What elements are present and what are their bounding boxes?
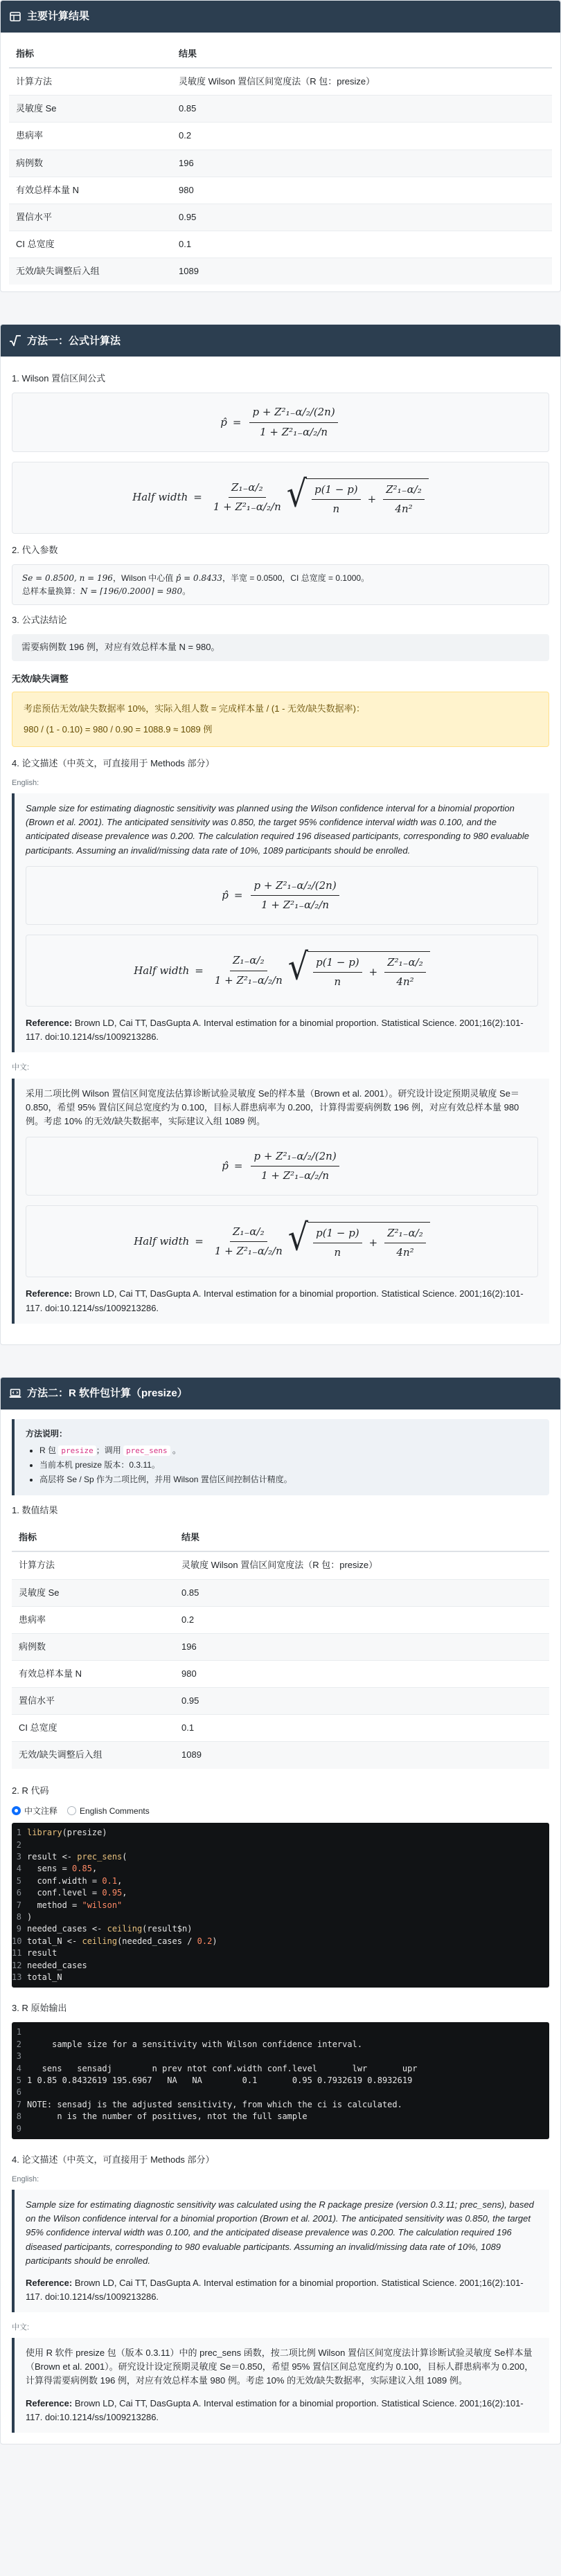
results-card-title: 主要计算结果 [27,10,90,23]
col-result: 结果 [172,41,552,68]
r-output-line-text [27,2026,549,2038]
method1-step4-title: 4. 论文描述（中英文，可直接用于 Methods 部分） [12,757,215,768]
info-title: 方法说明： [26,1428,68,1439]
english-paper-text: Sample size for estimating diagnostic sensitivity was calculated using the R package presize (version 0.3.11; prec_sens), based on the Wilson confidence interval for a binomial proportion (Brown et al. 2001). The anticipated sensitivity was 0.850, the target 95% confidence interval width was 0.100, and the anticipated disease prevalence was 0.200. The calculation required 196 diseased participants, corresponding to 980 evaluable participants. Assuming an invalid/missing data rate of 10%, 1089 participants should be enrolled. [26,2199,534,2266]
r-output-line [12,2051,549,2062]
r-code-line-text: conf.width = 0.1, [27,1875,123,1886]
table-row [9,96,552,123]
list-item: • 当前本机 presize 版本：0.3.11。 [39,1459,538,1472]
half-width-label: Half width [132,491,188,504]
metric-cell: CI 总宽度 [9,231,172,258]
list-item: • 高层将 Se / Sp 作为二项比例，并用 Wilson 置信区间控制估计精度。 [39,1473,538,1486]
method2-step2-title: 2. R 代码 [12,1785,49,1796]
line-number: 12 [12,1960,22,1970]
radio-english-comments[interactable]: English Comments [67,1805,150,1818]
reference: Reference: Brown LD, Cai TT, DasGupta A. Interval estimation for a binomial proportion. Statistical Science. 2001;16(2):101-117. doi:10.1214/ss/1009213286. [26,2397,524,2422]
english-label: English: [12,2175,39,2184]
r-code-line-text: total_N [27,1972,62,1982]
metric-cell: 患病率 [9,123,172,150]
line-number: 7 [16,2099,21,2109]
r-output-line-text: NOTE: sensadj is the adjusted sensitivity, from which the ci is calculated. [27,2099,402,2109]
table-icon [9,10,21,23]
result-cell: 1089 [172,258,552,285]
result-cell: 0.2 [172,123,552,150]
r-output-line [12,2026,549,2038]
method1-step3-title: 3. 公式法结论 [12,615,67,626]
r-output-line-text [27,2051,549,2062]
center-fraction [249,404,337,440]
method2-card [0,1377,561,2444]
radio-dot[interactable] [67,1806,76,1815]
line-number: 8 [16,1911,21,1922]
results-card [0,0,561,292]
metric-cell: 有效总样本量 N [9,177,172,204]
r-code-line-text: sens = 0.85, [27,1864,98,1874]
line-number: 6 [16,2087,21,2098]
line-number: 10 [12,1936,22,1946]
method-info-box [12,1419,549,1495]
result-cell: 980 [172,177,552,204]
line-number: 4 [16,2063,21,2073]
r-output-line [12,2075,549,2087]
r-code-line [12,1863,549,1875]
line-number: 7 [16,1900,21,1910]
params-total-label: 总样本量换算： [22,586,81,596]
line-number: 4 [16,1864,21,1874]
table-row [9,150,552,177]
metric-cell: 无效/缺失调整后入组 [9,258,172,285]
table-row: 无效/缺失调整后入组 1089 [12,1742,549,1769]
r-code-line [12,1851,549,1863]
r-code-line-text: conf.level = 0.95, [27,1888,127,1898]
metric-cell: 灵敏度 Se [9,96,172,123]
english-paper-box [12,2190,549,2312]
z-numerator: Z²₁₋α/₂ [383,482,425,500]
r-output-line-text: sens sensadj n prev ntot conf.width conf.level lwr upr [27,2063,418,2073]
r-code-line-text: result [27,1948,57,1958]
table-row [9,123,552,150]
half-width-formula: Half width = $\frac{\text{Z₁₋α/₂}}{\text{1 + Z²₁₋α/₂/n}}$ √ $\frac{p(1 - p)}{n}$ + $\frac{\text{Z²₁₋α/₂}}{\text{4n²}}$ [26,1205,538,1277]
r-code-line [12,1960,549,1972]
metric-cell: 计算方法 [9,68,172,96]
radio-chinese-comments[interactable]: 中文注释 [12,1805,57,1818]
chinese-paper-box [12,1079,549,1324]
r-output-line-text: 1 0.85 0.8432619 195.6967 NA NA 0.1 0.95 0.7932619 0.8932619 [27,2075,413,2086]
method2-step3-title: 3. R 原始输出 [12,2003,67,2014]
var-fraction [312,482,361,518]
line-number: 2 [16,2039,21,2049]
p-hat-symbol: p̂ [220,415,227,429]
r-code-line-text [27,1839,549,1851]
comment-language-toggle [12,1805,549,1818]
r-code-line-text: library(presize) [27,1828,107,1838]
function-code: prec_sens [123,1445,170,1456]
line-number: 5 [16,1875,21,1886]
r-output-line-text: sample size for a sensitivity with Wilson confidence interval. [27,2039,363,2049]
params-center-value: p̂ = 0.8433 [175,573,222,584]
radical-sign: √ [287,945,309,989]
method1-card [0,324,561,1344]
list-item: • R 包 presize ；调用 prec_sens 。 [39,1444,538,1457]
line-number: 11 [12,1948,22,1958]
line-number: 9 [16,1924,21,1934]
r-code-line-text: ) [27,1911,33,1922]
r-output-line-text: n is the number of positives, ntot the full sample [27,2111,308,2122]
r-code-line [12,1900,549,1911]
r-code-line [12,1875,549,1887]
r-code-line [12,1887,549,1899]
chinese-paper-text: 采用二项比例 Wilson 置信区间宽度法估算诊断试验灵敏度 Se的样本量（Brown et al. 2001）。研究设计设定预期灵敏度 Se＝0.850，希望 95% 置信区间总宽度约为 0.100，目标人群患病率为 0.200，计算得需要病例数 196 例，对应有效总样本量 980 例。考虑 10% 的无效/缺失数据率，实际建议入组 1089 例。 [26,1088,519,1126]
z-denominator: 4n² [395,502,413,515]
plus-sign: + [367,492,377,505]
r-code-line-text: method = "wilson" [27,1900,123,1910]
r-code-line-text: needed_cases <- ceiling(result$n) [27,1924,193,1934]
r-output-line [12,2099,549,2111]
r-code-line [12,1827,549,1839]
half-width-formula [12,462,549,534]
line-number: 5 [16,2075,21,2086]
table-row [9,68,552,96]
method2-step4-title: 4. 论文描述（中英文，可直接用于 Methods 部分） [12,2154,215,2165]
params-halfwidth: ，半宽 = 0.0500，CI 总宽度 = 0.1000。 [222,573,370,584]
method2-card-title: 方法二：R 软件包计算（presize） [27,1387,188,1400]
r-code-line [12,1972,549,1983]
wilson-center-formula: p̂ = $\frac{\text{p + Z²₁₋α/₂/(2n)}}{\text{1 + Z²₁₋α/₂/n}}$ [26,866,538,926]
result-cell: 196 [172,150,552,177]
r-output-line [12,2039,549,2051]
radio-dot-selected[interactable] [12,1806,21,1815]
reference: Reference: Brown LD, Cai TT, DasGupta A. Interval estimation for a binomial proportion. Statistical Science. 2001;16(2):101-117. doi:10.1214/ss/1009213286. [26,2277,524,2302]
center-denominator: 1 + Z²₁₋α/₂/n [260,425,328,438]
line-number: 1 [16,2027,21,2037]
r-output-line [12,2087,549,2098]
r-code-line-text: total_N <- ceiling(needed_cases / 0.2) [27,1936,217,1946]
r-output-line-text [27,2123,549,2135]
result-cell: 0.1 [172,231,552,258]
r-code-line [12,1923,549,1935]
r-code-line [12,1947,549,1959]
params-center-label: ，Wilson 中心值 [112,573,176,584]
metric-cell: 病例数 [9,150,172,177]
table-row: 有效总样本量 N 980 [12,1660,549,1687]
english-paper-text: Sample size for estimating diagnostic sensitivity was planned using the Wilson confidence interval for a binomial proportion (Brown et al. 2001). The anticipated sensitivity was 0.850, the target 95% confidence interval width was 0.100, and the anticipated disease prevalence was 0.200. The calculation required 196 diseased participants, corresponding to 980 evaluable participants. Assuming an invalid/missing data rate of 10%, 1089 participants should be enrolled. [26,803,530,856]
hw-fraction [211,480,284,516]
r-output-line-text [27,2087,549,2098]
r-output-block [12,2022,549,2139]
method1-step2-title: 2. 代入参数 [12,544,58,555]
radical-sign: √ [287,1216,309,1259]
params-se-n: Se = 0.8500, n = 196 [22,573,113,584]
hw-numerator: Z₁₋α/₂ [229,480,266,498]
result-cell: 0.85 [172,96,552,123]
table-row: 计算方法 灵敏度 Wilson 置信区间宽度法（R 包：presize） [12,1551,549,1579]
r-code-line [12,1839,549,1851]
wilson-center-formula [12,393,549,452]
conclusion-box: 需要病例数 196 例，对应有效总样本量 N = 980。 [12,634,549,660]
english-paper-box [12,793,549,1052]
r-output-line [12,2111,549,2123]
line-number: 3 [16,2051,21,2062]
adjust-text: 考虑预估无效/缺失数据率 10%，实际入组人数 = 完成样本量 / (1 - 无效/缺失数据率)： [24,703,365,714]
method1-card-header [1,325,560,357]
results-table [9,41,552,285]
r-output-line [12,2123,549,2135]
reference: Reference: Brown LD, Cai TT, DasGupta A. Interval estimation for a binomial proportion. Statistical Science. 2001;16(2):101-117. doi:10.1214/ss/1009213286. [26,1018,524,1043]
r-results-table [12,1524,549,1768]
method1-step1-title: 1. Wilson 置信区间公式 [12,373,106,384]
col-result: 结果 [175,1524,549,1551]
table-row: 置信水平 0.95 [12,1688,549,1715]
table-row [9,231,552,258]
params-box: Se = 0.8500, n = 196，Wilson 中心值 p̂ = 0.8433，半宽 = 0.0500，CI 总宽度 = 0.1000。 总样本量换算：N = ⌈196/0.2000⌉ = 980。 [12,564,549,605]
line-number: 2 [16,1839,21,1850]
metric-cell: 置信水平 [9,204,172,231]
equals-sign: = [193,491,202,504]
r-code-line-text: result <- prec_sens( [27,1852,127,1862]
method2-card-header [1,1378,560,1409]
var-numerator: p(1 − p) [312,482,361,500]
laptop-code-icon [9,1387,21,1400]
chinese-paper-text: 使用 R 软件 presize 包（版本 0.3.11）中的 prec_sens 函数，按二项比例 Wilson 置信区间宽度法计算诊断试验灵敏度 Se样本量（Brown et al. 2001）。研究设计设定预期灵敏度 Se＝0.850，希望 95% 置信区间总宽度约为 0.100，目标人群患病率为 0.200，计算得需要病例数 196 例，对应有效总样本量 980 例。考虑 10% 的无效/缺失数据率，实际建议入组 1089 例。 [26,2348,534,2386]
method2-step1-title: 1. 数值结果 [12,1505,58,1516]
var-denominator: n [332,502,340,515]
line-number: 8 [16,2111,21,2122]
equals-sign: = [232,415,242,429]
result-cell: 灵敏度 Wilson 置信区间宽度法（R 包：presize） [172,68,552,96]
table-row: 患病率 0.2 [12,1606,549,1633]
line-number: 1 [16,1828,21,1838]
center-numerator: p + Z²₁₋α/₂/(2n) [249,404,337,422]
table-row [9,204,552,231]
radical-sign: √ [286,471,308,515]
package-code: presize [58,1445,96,1456]
english-label: English: [12,779,39,788]
hw-denominator: 1 + Z²₁₋α/₂/n [213,501,281,514]
method1-card-title: 方法一：公式计算法 [27,334,121,347]
line-number: 9 [16,2123,21,2134]
col-metric: 指标 [12,1524,175,1551]
r-code-line [12,1936,549,1947]
half-width-formula: Half width = $\frac{\text{Z₁₋α/₂}}{\text{1 + Z²₁₋α/₂/n}}$ √ $\frac{p(1 - p)}{n}$ + $\frac{\text{Z²₁₋α/₂}}{\text{4n²}}$ [26,935,538,1007]
adjust-title: 无效/缺失调整 [12,673,69,684]
line-number: 3 [16,1852,21,1862]
results-card-header [1,1,560,33]
r-code-block [12,1823,549,1988]
r-output-line [12,2063,549,2075]
table-row [9,258,552,285]
chinese-label: 中文: [12,2323,30,2332]
params-total-formula: N = ⌈196/0.2000⌉ = 980 [80,586,183,596]
result-cell: 0.95 [172,204,552,231]
reference: Reference: Brown LD, Cai TT, DasGupta A. Interval estimation for a binomial proportion. Statistical Science. 2001;16(2):101-117. doi:10.1214/ss/1009213286. [26,1288,524,1313]
adjust-warning-box [12,692,549,747]
sqrt-icon [9,334,21,347]
chinese-label: 中文: [12,1063,30,1072]
adjust-calc: 980 / (1 - 0.10) = 980 / 0.90 = 1088.9 ≈ 1089 例 [24,723,213,735]
table-row: 病例数 196 [12,1633,549,1660]
r-code-line [12,1911,549,1923]
wilson-center-formula: p̂ = $\frac{\text{p + Z²₁₋α/₂/(2n)}}{\text{1 + Z²₁₋α/₂/n}}$ [26,1137,538,1196]
r-code-line-text: needed_cases [27,1960,87,1970]
chinese-paper-box [12,2338,549,2433]
table-row: CI 总宽度 0.1 [12,1715,549,1742]
info-list [26,1444,538,1486]
col-metric: 指标 [9,41,172,68]
line-number: 6 [16,1888,21,1898]
line-number: 13 [12,1972,22,1982]
sqrt-term [286,471,429,518]
table-row [9,177,552,204]
z-fraction [383,482,425,518]
table-row: 灵敏度 Se 0.85 [12,1579,549,1606]
